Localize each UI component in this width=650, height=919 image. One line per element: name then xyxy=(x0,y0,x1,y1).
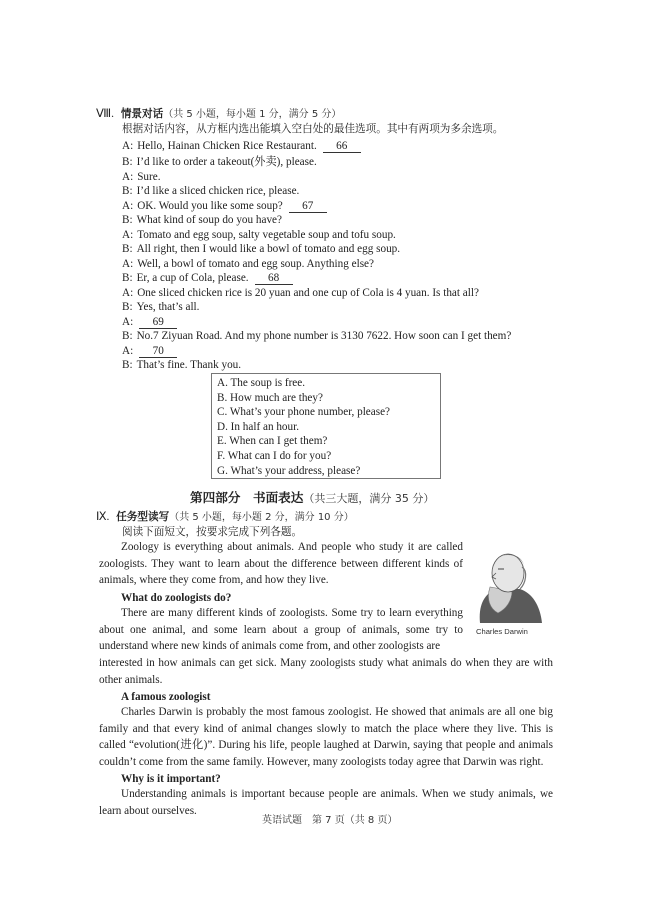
section-9-header xyxy=(96,510,354,525)
speaker-label: B: xyxy=(122,301,133,313)
dialogue-text: Well, a bowl of tomato and egg soup. Anything else? xyxy=(137,258,374,270)
section-8-header xyxy=(96,107,341,122)
paragraph-1-text: There are many different kinds of zoologists. Some try to learn everything about one animal, and some learn about a group of animals, some try to understand where new kinds of animals come from, and other zoologists are xyxy=(99,607,463,653)
paragraph-2 xyxy=(99,704,553,770)
page-footer: 英语试题 第 7 页（共 8 页） xyxy=(262,815,398,826)
dialogue-line xyxy=(122,155,317,169)
dialogue-line xyxy=(122,213,282,227)
heading-what-zoologists-do: What do zoologists do? xyxy=(121,592,232,604)
portrait-caption: Charles Darwin xyxy=(476,627,528,636)
speaker-label: A: xyxy=(122,316,134,328)
answer-blank[interactable]: 68 xyxy=(255,272,293,285)
dialogue-text: Hello, Hainan Chicken Rice Restaurant. xyxy=(137,140,317,152)
intro-paragraph xyxy=(99,539,463,589)
option-f: F. What can I do for you? xyxy=(217,450,332,462)
speaker-label: B: xyxy=(122,359,133,371)
dialogue-text: OK. Would you like some soup? xyxy=(137,200,283,212)
paragraph-1-continued: interested in how animals can get sick. Many zoologists study what animals do when they are with other animals. xyxy=(99,657,553,686)
dialogue-line xyxy=(122,271,293,285)
dialogue-text: Tomato and egg soup, salty vegetable soup and tofu soup. xyxy=(137,229,396,241)
paragraph-2-text: Charles Darwin is probably the most famous zoologist. He showed that animals are all one big family and that every kind of animal changes slowly to match the place where they live. This is called “evolution(进化)”. During his life, people laughed at Darwin, saying that people and animals couldn’t come from the same family. However, many zoologists today agree that Darwin was right. xyxy=(99,706,553,768)
option-g: G. What’s your address, please? xyxy=(217,464,361,477)
heading-famous-zoologist: A famous zoologist xyxy=(121,691,211,703)
dialogue-line xyxy=(122,300,199,314)
speaker-label: A: xyxy=(122,171,134,183)
section-8-scoring: （共 5 小题，每小题 1 分，满分 5 分） xyxy=(163,109,342,120)
dialogue-text: Yes, that’s all. xyxy=(136,301,200,313)
part-4-title-text: 第四部分 书面表达 xyxy=(190,490,304,505)
section-8-title: 情景对话 xyxy=(120,108,164,120)
paragraph-3-text: Understanding animals is important because people are animals. When we study animals, we learn about ourselves. xyxy=(99,788,553,817)
answer-blank[interactable]: 67 xyxy=(289,200,327,213)
charles-darwin-portrait xyxy=(468,543,548,625)
option-c: C. What’s your phone number, please? xyxy=(217,406,391,419)
dialogue-text: One sliced chicken rice is 20 yuan and one cup of Cola is 4 yuan. Is that all? xyxy=(137,287,479,299)
option-b: B. How much are they? xyxy=(217,391,323,404)
paragraph-1-narrow xyxy=(99,605,463,655)
section-9-instruction: 阅读下面短文，按要求完成下列各题。 xyxy=(122,526,303,538)
dialogue-line xyxy=(122,344,177,358)
dialogue-text: Er, a cup of Cola, please. xyxy=(136,272,249,284)
dialogue-line xyxy=(122,315,177,329)
speaker-label: A: xyxy=(122,229,134,241)
speaker-label: B: xyxy=(122,272,133,284)
part-4-title xyxy=(190,487,434,506)
part-4-scoring: （共三大题，满分 35 分） xyxy=(303,492,435,505)
dialogue-line xyxy=(122,199,327,213)
dialogue-line xyxy=(122,228,396,242)
dialogue-text: I’d like a sliced chicken rice, please. xyxy=(136,185,300,197)
speaker-label: A: xyxy=(122,287,134,299)
speaker-label: B: xyxy=(122,214,133,226)
dialogue-text: All right, then I would like a bowl of tomato and egg soup. xyxy=(136,243,401,255)
speaker-label: A: xyxy=(122,345,134,357)
option-e: E. When can I get them? xyxy=(217,435,328,448)
section-9-title: 任务型读写 xyxy=(116,511,170,523)
dialogue-line xyxy=(122,139,361,153)
speaker-label: A: xyxy=(122,140,134,152)
dialogue-line xyxy=(122,286,479,300)
answer-blank[interactable]: 66 xyxy=(323,140,361,153)
option-a: A. The soup is free. xyxy=(217,377,306,389)
section-8-numeral: Ⅷ. xyxy=(96,108,115,120)
dialogue-text: No.7 Ziyuan Road. And my phone number is 3130 7622. How soon can I get them? xyxy=(136,330,512,342)
speaker-label: A: xyxy=(122,200,134,212)
dialogue-text: What kind of soup do you have? xyxy=(136,214,282,226)
speaker-label: A: xyxy=(122,258,134,270)
dialogue-line xyxy=(122,358,241,372)
dialogue-text: That’s fine. Thank you. xyxy=(136,359,242,371)
options-box xyxy=(211,373,441,479)
dialogue-line xyxy=(122,170,161,184)
section-8-instruction: 根据对话内容，从方框内选出能填入空白处的最佳选项。其中有两项为多余选项。 xyxy=(122,123,504,135)
dialogue-line xyxy=(122,257,374,271)
dialogue-text: Sure. xyxy=(137,171,161,183)
section-9-numeral: Ⅸ. xyxy=(96,511,110,523)
heading-why-important: Why is it important? xyxy=(121,773,221,785)
section-9-scoring: （共 5 小题，每小题 2 分，满分 10 分） xyxy=(169,512,354,523)
dialogue-text: I’d like to order a takeout(外卖), please. xyxy=(136,156,317,168)
answer-blank[interactable]: 69 xyxy=(139,316,177,329)
intro-text: Zoology is everything about animals. And people who study it are called zoologists. They want to learn about the difference between different kinds of animals, where they come from, and how they live. xyxy=(99,541,463,587)
speaker-label: B: xyxy=(122,156,133,168)
speaker-label: B: xyxy=(122,185,133,197)
speaker-label: B: xyxy=(122,243,133,255)
answer-blank[interactable]: 70 xyxy=(139,345,177,358)
speaker-label: B: xyxy=(122,330,133,342)
dialogue-line xyxy=(122,242,400,256)
option-d: D. In half an hour. xyxy=(217,420,300,433)
dialogue-line xyxy=(122,184,299,198)
dialogue-line xyxy=(122,329,511,343)
